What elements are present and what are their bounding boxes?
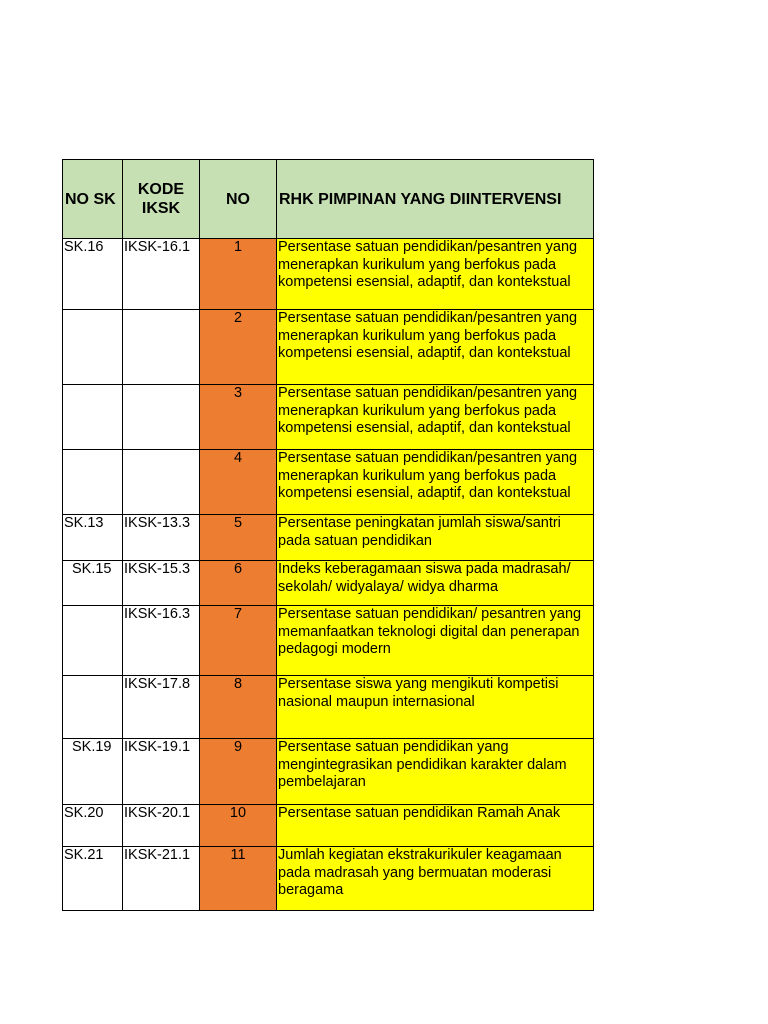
table-row	[63, 676, 594, 739]
cell-rhk[interactable]	[277, 450, 594, 515]
cell-no[interactable]: 9	[200, 739, 277, 805]
cell-no-sk[interactable]: SK.13	[63, 515, 123, 561]
cell-no[interactable]: 11	[200, 847, 277, 911]
table-row	[63, 239, 594, 310]
cell-rhk-text: Persentase satuan pendidikan/pesantren yang menerapkan kurikulum yang berfokus pada kompetensi esensial, adaptif, dan kontekstual	[278, 239, 578, 290]
cell-rhk[interactable]: Persentase siswa yang mengikuti kompetisi nasional maupun internasional	[277, 676, 594, 739]
cell-no[interactable]: 3	[200, 385, 277, 450]
cell-no-sk[interactable]	[63, 385, 123, 450]
cell-no-sk[interactable]	[63, 606, 123, 676]
rhk-table	[62, 159, 594, 911]
table-row	[63, 515, 594, 561]
cell-kode-iksk[interactable]	[123, 450, 200, 515]
cell-rhk-text: Persentase satuan pendidikan/pesantren yang menerapkan kurikulum yang berfokus pada kompetensi esensial, adaptif, dan kontekstual	[278, 385, 578, 436]
header-rhk[interactable]: RHK PIMPINAN YANG DIINTERVENSI	[277, 160, 594, 239]
table-row	[63, 450, 594, 515]
cell-kode-iksk[interactable]	[123, 385, 200, 450]
table-row	[63, 561, 594, 606]
cell-no-sk[interactable]	[63, 450, 123, 515]
cell-kode-iksk[interactable]: IKSK-20.1	[123, 805, 200, 847]
header-no[interactable]: NO	[200, 160, 277, 239]
cell-no[interactable]: 4	[200, 450, 277, 515]
cell-no-sk[interactable]	[63, 310, 123, 385]
cell-kode-iksk[interactable]: IKSK-17.8	[123, 676, 200, 739]
cell-no-sk[interactable]: SK.20	[63, 805, 123, 847]
table-row	[63, 385, 594, 450]
cell-rhk-text: Persentase satuan pendidikan/pesantren yang menerapkan kurikulum yang berfokus pada kompetensi esensial, adaptif, dan kontekstual	[278, 450, 578, 501]
cell-rhk[interactable]: Jumlah kegiatan ekstrakurikuler keagamaan pada madrasah yang bermuatan moderasi beragama	[277, 847, 594, 911]
cell-rhk[interactable]: Persentase satuan pendidikan yang mengintegrasikan pendidikan karakter dalam pembelajaran	[277, 739, 594, 805]
cell-no[interactable]: 5	[200, 515, 277, 561]
cell-rhk[interactable]	[277, 239, 594, 310]
table-row	[63, 739, 594, 805]
cell-kode-iksk[interactable]: IKSK-15.3	[123, 561, 200, 606]
cell-rhk[interactable]: Indeks keberagamaan siswa pada madrasah/ sekolah/ widyalaya/ widya dharma	[277, 561, 594, 606]
header-no-sk[interactable]: NO SK	[63, 160, 123, 239]
table-row	[63, 805, 594, 847]
cell-no[interactable]: 2	[200, 310, 277, 385]
cell-kode-iksk[interactable]: IKSK-13.3	[123, 515, 200, 561]
header-row	[63, 160, 594, 239]
cell-no-sk[interactable]: SK.19	[63, 739, 123, 805]
cell-kode-iksk[interactable]: IKSK-19.1	[123, 739, 200, 805]
cell-kode-iksk[interactable]	[123, 310, 200, 385]
cell-rhk[interactable]: Persentase satuan pendidikan/ pesantren yang memanfaatkan teknologi digital dan penerapan pedagogi modern	[277, 606, 594, 676]
cell-no[interactable]: 10	[200, 805, 277, 847]
cell-kode-iksk[interactable]: IKSK-21.1	[123, 847, 200, 911]
cell-rhk[interactable]: Persentase satuan pendidikan Ramah Anak	[277, 805, 594, 847]
cell-no-sk[interactable]	[63, 676, 123, 739]
cell-rhk[interactable]	[277, 310, 594, 385]
cell-no-sk[interactable]: SK.15	[63, 561, 123, 606]
cell-rhk[interactable]	[277, 385, 594, 450]
header-kode-iksk[interactable]: KODE IKSK	[123, 160, 200, 239]
table-row	[63, 847, 594, 911]
cell-no-sk[interactable]: SK.16	[63, 239, 123, 310]
cell-kode-iksk[interactable]: IKSK-16.3	[123, 606, 200, 676]
cell-no-sk[interactable]: SK.21	[63, 847, 123, 911]
table-row	[63, 606, 594, 676]
cell-rhk[interactable]: Persentase peningkatan jumlah siswa/santri pada satuan pendidikan	[277, 515, 594, 561]
cell-no[interactable]: 7	[200, 606, 277, 676]
cell-no[interactable]: 8	[200, 676, 277, 739]
cell-no[interactable]: 1	[200, 239, 277, 310]
cell-rhk-text: Persentase satuan pendidikan/pesantren yang menerapkan kurikulum yang berfokus pada kompetensi esensial, adaptif, dan kontekstual	[278, 310, 578, 361]
table-row	[63, 310, 594, 385]
cell-no[interactable]: 6	[200, 561, 277, 606]
cell-kode-iksk[interactable]: IKSK-16.1	[123, 239, 200, 310]
